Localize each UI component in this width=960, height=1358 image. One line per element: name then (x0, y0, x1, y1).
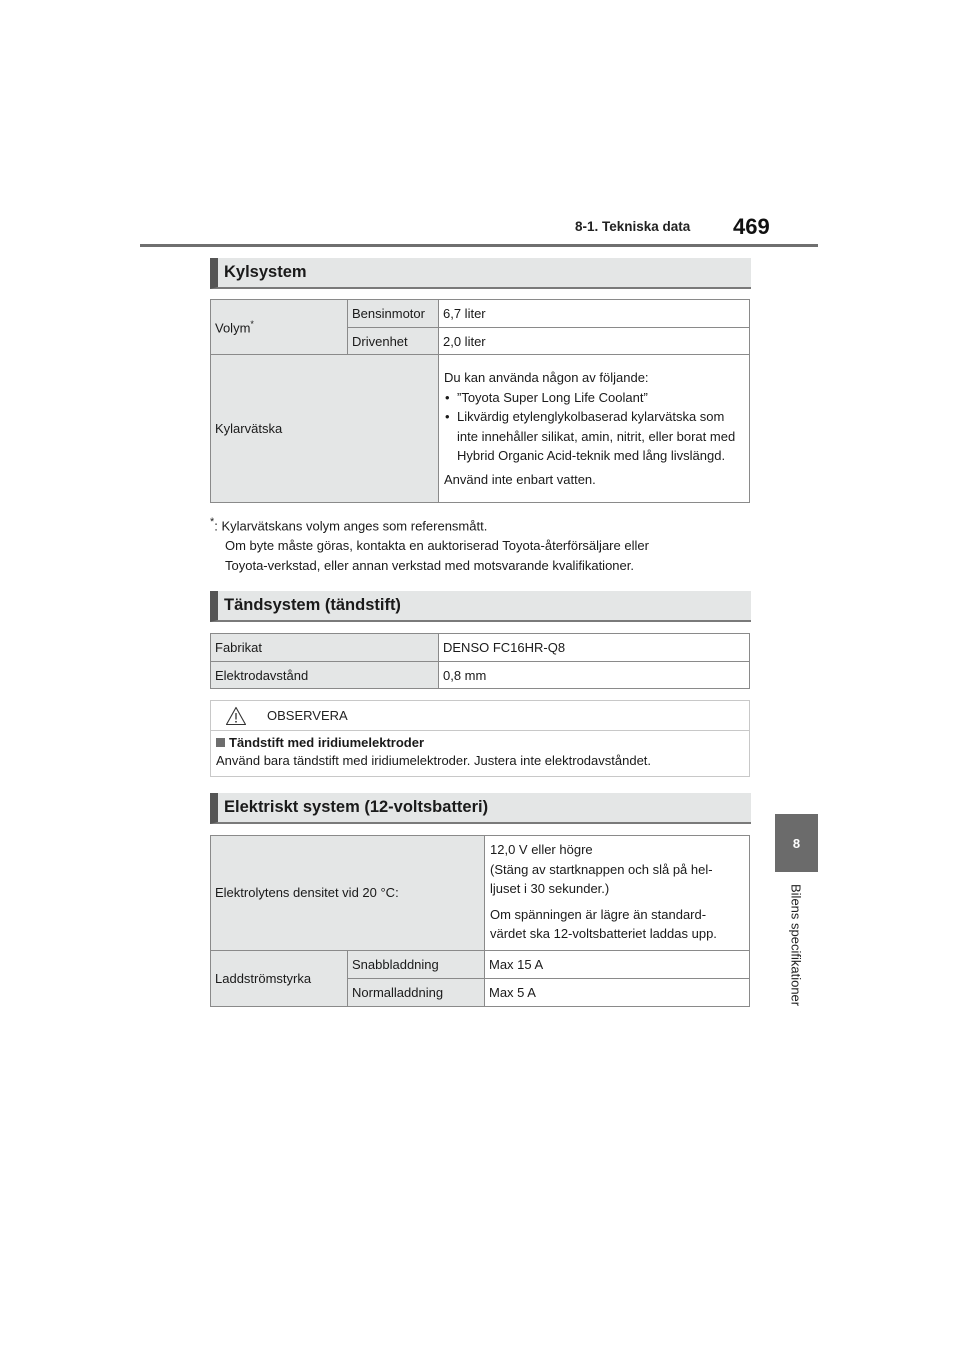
ignition-row-value: DENSO FC16HR-Q8 (439, 634, 750, 662)
gasoline-value: 6,7 liter (439, 300, 750, 328)
table-row (211, 355, 750, 503)
footnote-line: Toyota-verkstad, eller annan verkstad med motsvarande kvalifikationer. (225, 558, 634, 574)
caution-subtitle: Tändstift med iridiumelektroder (229, 735, 425, 750)
caution-subtitle-row (211, 731, 749, 750)
density-value-line: (Stäng av startknappen och slå på hel- (490, 861, 713, 877)
chapter-number: 8 (792, 835, 801, 851)
normal-charge-label: Normalladdning (348, 978, 485, 1006)
footnote-marker: * (250, 318, 254, 329)
footnote-line: Om byte måste göras, kontakta en auktoriserad Toyota-återförsäljare eller (225, 538, 649, 554)
running-header-section: 8-1. Tekniska data (575, 219, 691, 234)
header-rule (140, 244, 818, 247)
section-title: Elektriskt system (12-voltsbatteri) (224, 798, 489, 816)
density-note-line: Om spänningen är lägre än standard- (490, 906, 707, 922)
page-number: 469 (733, 214, 770, 239)
footnote-line: : Kylarvätskans volym anges som referensmått. (214, 518, 488, 534)
density-value-cell (485, 836, 750, 951)
table-row (211, 300, 750, 328)
charge-label: Laddströmstyrka (211, 950, 348, 1006)
drive-value: 2,0 liter (439, 328, 750, 355)
table-row (211, 634, 750, 662)
volume-label-cell (211, 300, 348, 355)
caution-title: OBSERVERA (267, 708, 348, 723)
drive-label: Drivenhet (348, 328, 439, 355)
section-heading-ignition (210, 591, 751, 622)
section-heading-electrical (210, 793, 751, 824)
density-note-line: värdet ska 12-voltsbatteriet laddas upp. (490, 926, 717, 941)
volume-label: Volym (215, 320, 251, 336)
caution-box (210, 700, 750, 777)
chapter-title: Bilens specifikationer (788, 884, 804, 1007)
cooling-table (210, 299, 750, 503)
coolant-options (444, 388, 745, 466)
coolant-label: Kylarvätska (211, 355, 439, 503)
table-row (211, 662, 750, 689)
gasoline-label: Bensinmotor (348, 300, 439, 328)
coolant-value-cell (439, 355, 750, 503)
coolant-intro: Du kan använda någon av följande: (444, 370, 649, 385)
section-title: Kylsystem (224, 263, 307, 281)
cooling-footnote (210, 512, 770, 576)
square-bullet-icon (216, 738, 225, 747)
table-row (211, 836, 750, 951)
electrical-table (210, 835, 750, 1007)
footnote-marker: * (210, 516, 215, 528)
caution-header (211, 701, 749, 731)
table-row (211, 950, 750, 978)
chapter-tab (775, 814, 818, 872)
normal-charge-value: Max 5 A (485, 978, 750, 1006)
caution-text: Använd bara tändstift med iridiumelektroder. Justera inte elektrodavståndet. (216, 753, 652, 768)
density-value-line: ljuset i 30 sekunder.) (490, 881, 610, 896)
ignition-row-label: Fabrikat (211, 634, 439, 662)
coolant-warning: Använd inte enbart vatten. (444, 471, 596, 487)
warning-triangle-icon (225, 706, 247, 726)
section-title: Tändsystem (tändstift) (224, 596, 401, 614)
ignition-row-label: Elektrodavstånd (211, 662, 439, 689)
ignition-table (210, 633, 750, 689)
quick-charge-value: Max 15 A (485, 950, 750, 978)
section-heading-cooling (210, 258, 751, 289)
list-item: • ”Toyota Super Long Life Coolant” (444, 388, 745, 408)
density-value-line: 12,0 V eller högre (490, 842, 593, 857)
density-label: Elektrolytens densitet vid 20 °C: (211, 836, 485, 951)
quick-charge-label: Snabbladdning (348, 950, 485, 978)
list-item: • Likvärdig etylenglykolbaserad kylarvätska som inte innehåller silikat, amin, nitrit, eller borat med Hybrid Organic Acid-teknik med lång livslängd. (444, 407, 745, 466)
ignition-row-value: 0,8 mm (439, 662, 750, 689)
